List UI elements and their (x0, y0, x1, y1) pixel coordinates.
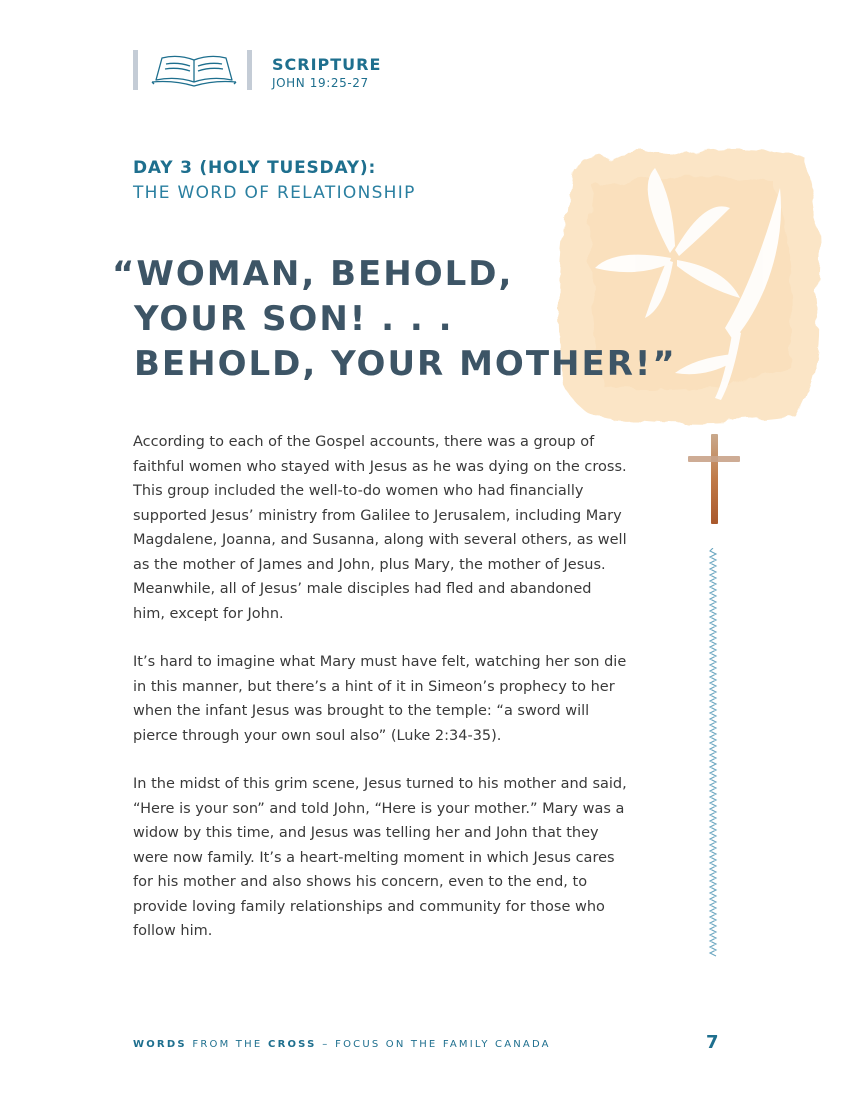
footer-words: WORDS (133, 1039, 187, 1050)
scripture-reference: JOHN 19:25-27 (272, 76, 369, 90)
paragraph-1: According to each of the Gospel accounts, there was a group of faithful women who stayed with Jesus as he was dying on the cross. This group included the well-to-do women who had financially supported Jesus’ ministry from Galilee to Jerusalem, including Mary Magdalene, Joanna, and Susanna, along with several others, as well as the mother of James and John, plus Mary, the mother of Jesus. Meanwhile, all of Jesus’ male disciples had fled and abandoned him, except for John. (133, 434, 627, 622)
paragraph-3: In the midst of this grim scene, Jesus turned to his mother and said, “Here is your son” and told John, “Here is your mother.” Mary was a widow by this time, and Jesus was telling her and John that they were now family. It’s a heart-melting moment in which Jesus cares for his mother and also shows his concern, even to the end, to provide loving family relationships and community for those who follow him. (133, 776, 627, 939)
footer-separator: – (322, 1039, 330, 1050)
zigzag-divider (707, 548, 719, 960)
quote-line-1: “WOMAN, BEHOLD, (112, 254, 514, 294)
quote-line-2: YOUR SON! . . . (134, 299, 454, 339)
footer (133, 1039, 551, 1050)
day-label: DAY 3 (HOLY TUESDAY): (133, 158, 377, 178)
open-book-icon (148, 52, 240, 88)
quote-line-3: BEHOLD, YOUR MOTHER!” (134, 344, 677, 384)
header-bar-left (133, 50, 138, 90)
footer-cross: CROSS (268, 1039, 317, 1050)
scripture-label: SCRIPTURE (272, 55, 382, 74)
page-number: 7 (706, 1032, 719, 1053)
footer-org: FOCUS ON THE FAMILY CANADA (335, 1039, 551, 1050)
body-text (133, 430, 628, 968)
paragraph-2: It’s hard to imagine what Mary must have felt, watching her son die in this manner, but there’s a hint of it in Simeon’s prophecy to her when the infant Jesus was brought to the temple: “a sword will pierce through your own soul also” (Luke 2:34-35). (133, 654, 627, 744)
footer-from-the: FROM THE (192, 1039, 263, 1050)
header-bar-right (247, 50, 252, 90)
day-subtitle: THE WORD OF RELATIONSHIP (133, 183, 416, 203)
cross-icon (686, 432, 742, 526)
pull-quote (112, 252, 677, 387)
